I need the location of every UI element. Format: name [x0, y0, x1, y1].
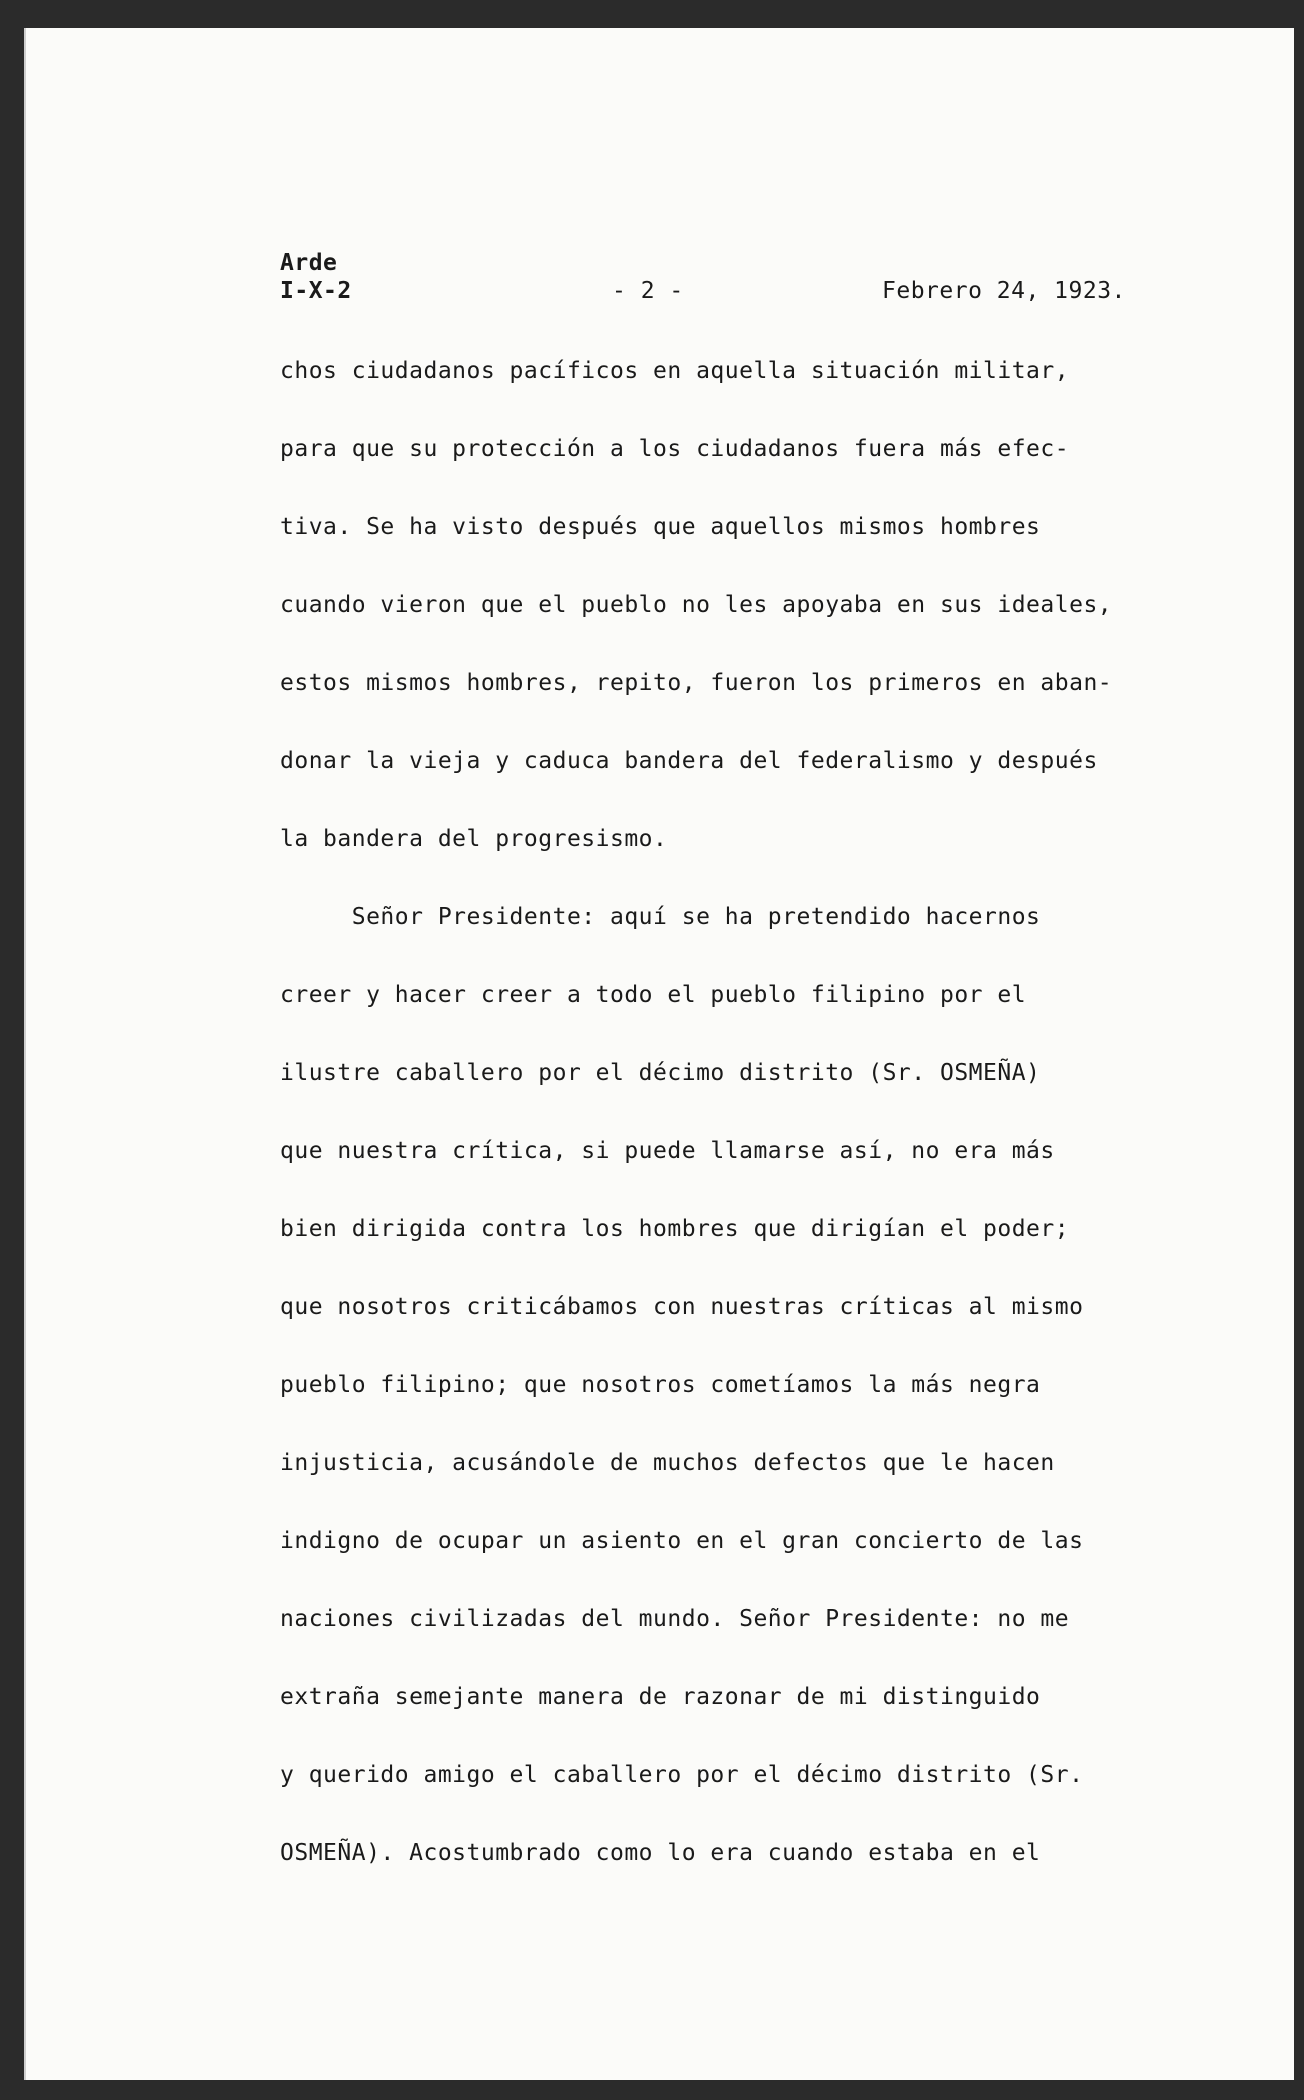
body-line: extraña semejante manera de razonar de mi distinguido: [280, 1684, 1041, 1710]
body-line: naciones civilizadas del mundo. Señor Presidente: no me: [280, 1606, 1070, 1632]
body-line: Señor Presidente: aquí se ha pretendido hacernos: [280, 904, 1041, 930]
body-line: que nosotros criticábamos con nuestras críticas al mismo: [280, 1294, 1084, 1320]
body-line: la bandera del progresismo.: [280, 826, 668, 852]
body-line: creer y hacer creer a todo el pueblo filipino por el: [280, 982, 1027, 1008]
body-line: para que su protección a los ciudadanos fuera más efec-: [280, 436, 1070, 462]
body-line: tiva. Se ha visto después que aquellos mismos hombres: [280, 514, 1041, 540]
body-line: chos ciudadanos pacíficos en aquella situación militar,: [280, 358, 1070, 384]
body-line: OSMEÑA). Acostumbrado como lo era cuando estaba en el: [280, 1840, 1041, 1866]
page-number: - 2 -: [612, 278, 684, 304]
body-line: cuando vieron que el pueblo no les apoyaba en sus ideales,: [280, 592, 1113, 618]
body-line: indigno de ocupar un asiento en el gran concierto de las: [280, 1528, 1084, 1554]
body-line: que nuestra crítica, si puede llamarse así, no era más: [280, 1138, 1055, 1164]
body-line: pueblo filipino; que nosotros cometíamos la más negra: [280, 1372, 1041, 1398]
body-line: injusticia, acusándole de muchos defectos que le hacen: [280, 1450, 1055, 1476]
document-code-line1: Arde: [280, 250, 338, 276]
body-line: donar la vieja y caduca bandera del federalismo y después: [280, 748, 1098, 774]
typed-page: [24, 28, 1294, 2080]
document-code-line2: I-X-2: [280, 278, 352, 304]
body-line: estos mismos hombres, repito, fueron los primeros en aban-: [280, 670, 1113, 696]
document-date: Febrero 24, 1923.: [882, 278, 1126, 304]
body-line: y querido amigo el caballero por el décimo distrito (Sr.: [280, 1762, 1084, 1788]
body-line: bien dirigida contra los hombres que dirigían el poder;: [280, 1216, 1070, 1242]
body-line: ilustre caballero por el décimo distrito (Sr. OSMEÑA): [280, 1060, 1041, 1086]
